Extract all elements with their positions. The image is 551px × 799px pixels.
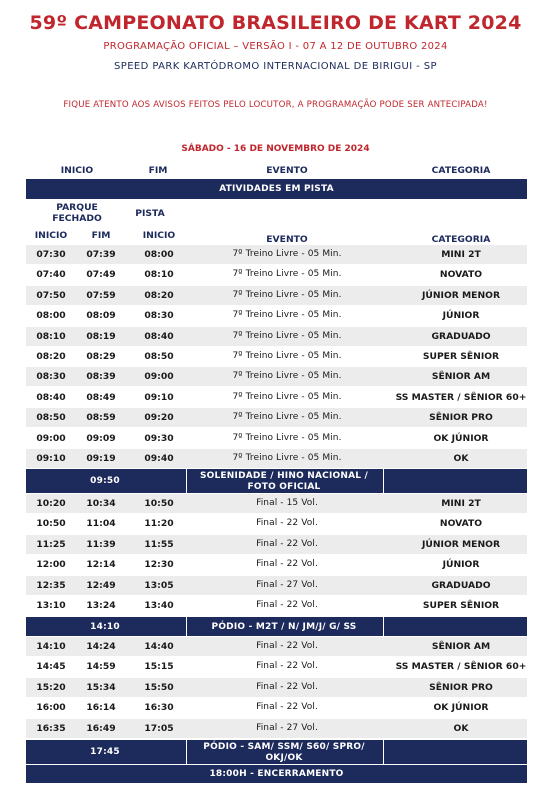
table-row	[26, 576, 527, 595]
cell-parque-fim: 11:04	[86, 518, 116, 530]
cell-pista-inicio: 09:10	[144, 391, 174, 403]
cell-categoria: JÚNIOR	[442, 310, 480, 322]
cell-pista-inicio: 15:15	[144, 661, 174, 673]
cell-parque-inicio: 09:00	[36, 432, 66, 444]
podio1-time: 14:10	[90, 622, 120, 632]
cell-parque-fim: 12:14	[86, 559, 116, 571]
cell-parque-inicio: 12:35	[36, 579, 66, 591]
cell-parque-fim: 08:29	[86, 351, 116, 362]
table-row	[26, 514, 527, 533]
table-row	[26, 678, 527, 697]
cell-evento: Final - 27 Vol.	[256, 722, 318, 733]
cell-evento: Final - 22 Vol.	[256, 702, 318, 713]
band-divider	[383, 740, 384, 764]
table-row	[26, 657, 527, 676]
cell-categoria: OK	[453, 453, 469, 464]
schedule-date: SÁBADO - 16 DE NOVEMBRO DE 2024	[181, 144, 370, 154]
cell-pista-inicio: 09:00	[144, 371, 174, 383]
cell-parque-inicio: 15:20	[36, 681, 66, 693]
cell-parque-inicio: 07:40	[36, 269, 66, 281]
cell-parque-fim: 08:49	[86, 391, 116, 403]
cell-parque-fim: 08:59	[86, 412, 116, 424]
cell-parque-inicio: 10:50	[36, 518, 66, 530]
cell-pista-inicio: 09:20	[144, 412, 174, 424]
cell-pista-inicio: 09:40	[144, 453, 174, 464]
table-row	[26, 265, 527, 284]
cell-parque-inicio: 10:20	[36, 498, 66, 509]
cell-categoria: NOVATO	[439, 518, 483, 530]
cell-parque-fim: 08:19	[86, 330, 116, 342]
subheader-categoria: CATEGORIA	[431, 234, 491, 245]
table-row	[26, 535, 527, 554]
col-header-categoria: CATEGORIA	[431, 165, 491, 176]
band-divider	[186, 617, 187, 636]
subheader-fechado: FECHADO	[52, 213, 102, 224]
podio2-time: 17:45	[90, 747, 120, 757]
cell-parque-inicio: 16:00	[36, 702, 66, 714]
col-header-inicio: INICIO	[60, 165, 94, 176]
col-header-evento: EVENTO	[266, 165, 308, 176]
cell-evento: Final - 22 Vol.	[256, 538, 318, 549]
cell-categoria: NOVATO	[439, 269, 483, 281]
cell-parque-fim: 07:59	[86, 289, 116, 301]
table-row	[26, 408, 527, 427]
cell-parque-fim: 10:34	[86, 498, 116, 509]
cell-pista-inicio: 08:50	[144, 351, 174, 362]
table-row	[26, 637, 527, 656]
subheader-inicio-pista: INICIO	[142, 230, 176, 241]
cell-pista-inicio: 08:40	[144, 330, 174, 342]
cell-pista-inicio: 08:30	[144, 310, 174, 322]
page-title: 59º CAMPEONATO BRASILEIRO DE KART 2024	[29, 12, 522, 34]
cell-categoria: SÊNIOR PRO	[429, 681, 493, 693]
solenidade-band	[26, 469, 527, 493]
cell-parque-inicio: 13:10	[36, 600, 66, 611]
cell-categoria: JÚNIOR MENOR	[421, 289, 501, 301]
podio2-line2: OKJ/OK	[265, 753, 303, 763]
cell-pista-inicio: 17:05	[144, 722, 174, 734]
cell-evento: 7º Treino Livre - 05 Min.	[232, 391, 342, 402]
cell-categoria: SÊNIOR AM	[431, 371, 491, 383]
cell-parque-inicio: 14:45	[36, 661, 66, 673]
activities-band	[26, 179, 527, 199]
podio1-band	[26, 617, 527, 636]
cell-parque-inicio: 16:35	[36, 722, 66, 734]
cell-evento: 7º Treino Livre - 05 Min.	[232, 453, 342, 463]
cell-pista-inicio: 15:50	[144, 681, 174, 693]
cell-categoria: JÚNIOR	[442, 559, 480, 571]
cell-parque-fim: 12:49	[86, 579, 116, 591]
cell-pista-inicio: 13:05	[144, 579, 174, 591]
cell-pista-inicio: 11:55	[144, 538, 174, 550]
cell-categoria: JÚNIOR MENOR	[421, 538, 501, 550]
table-row	[26, 719, 527, 738]
cell-evento: 7º Treino Livre - 05 Min.	[232, 330, 342, 341]
cell-categoria: SÊNIOR AM	[431, 641, 491, 652]
warning-notice: FIQUE ATENTO AOS AVISOS FEITOS PELO LOCUTOR, A PROGRAMAÇÃO PODE SER ANTECIPADA!	[63, 100, 488, 110]
table-row	[26, 245, 527, 264]
cell-pista-inicio: 12:30	[144, 559, 174, 571]
cell-pista-inicio: 09:30	[144, 432, 174, 444]
subheader-fim-parque: FIM	[91, 230, 111, 241]
activities-band-label: ATIVIDADES EM PISTA	[219, 184, 334, 194]
band-divider	[383, 617, 384, 636]
cell-parque-inicio: 08:30	[36, 371, 66, 383]
table-row	[26, 698, 527, 717]
cell-parque-fim: 14:59	[86, 661, 116, 673]
table-row	[26, 306, 527, 325]
table-row	[26, 347, 527, 366]
podio1-text: PÓDIO - M2T / N/ JM/J/ G/ SS	[211, 622, 357, 632]
cell-evento: 7º Treino Livre - 05 Min.	[232, 269, 342, 280]
cell-parque-fim: 08:39	[86, 371, 116, 383]
cell-categoria: SUPER SÊNIOR	[422, 600, 500, 611]
cell-categoria: MINI 2T	[441, 249, 481, 260]
cell-evento: 7º Treino Livre - 05 Min.	[232, 432, 342, 443]
cell-evento: Final - 22 Vol.	[256, 559, 318, 570]
cell-categoria: SUPER SÊNIOR	[422, 351, 500, 362]
cell-pista-inicio: 08:10	[144, 269, 174, 281]
cell-parque-inicio: 08:20	[36, 351, 66, 362]
band-divider	[186, 740, 187, 764]
cell-pista-inicio: 08:00	[144, 249, 174, 260]
table-row	[26, 555, 527, 574]
cell-parque-inicio: 12:00	[36, 559, 66, 571]
cell-parque-inicio: 14:10	[36, 641, 66, 652]
cell-categoria: GRADUADO	[431, 330, 491, 342]
cell-pista-inicio: 11:20	[144, 518, 174, 530]
cell-parque-inicio: 09:10	[36, 453, 66, 464]
cell-evento: Final - 22 Vol.	[256, 518, 318, 529]
cell-evento: 7º Treino Livre - 05 Min.	[232, 351, 342, 361]
cell-parque-inicio: 11:25	[36, 538, 66, 550]
cell-categoria: OK	[453, 722, 469, 734]
subheader-pista: PISTA	[135, 208, 165, 219]
cell-evento: 7º Treino Livre - 05 Min.	[232, 249, 342, 259]
cell-evento: Final - 22 Vol.	[256, 661, 318, 672]
table-row	[26, 596, 527, 615]
venue-name: SPEED PARK KARTÓDROMO INTERNACIONAL DE BIRIGUI - SP	[114, 61, 437, 72]
table-row	[26, 449, 527, 468]
cell-parque-fim: 13:24	[86, 600, 116, 611]
table-row	[26, 286, 527, 305]
cell-parque-inicio: 07:50	[36, 289, 66, 301]
cell-pista-inicio: 13:40	[144, 600, 174, 611]
cell-parque-fim: 11:39	[86, 538, 116, 550]
cell-parque-fim: 09:09	[86, 432, 116, 444]
band-divider	[383, 469, 384, 493]
podio2-band	[26, 740, 527, 764]
cell-categoria: GRADUADO	[431, 579, 491, 591]
table-row	[26, 494, 527, 513]
table-row	[26, 388, 527, 407]
cell-parque-fim: 07:39	[86, 249, 116, 260]
cell-parque-fim: 15:34	[86, 681, 116, 693]
cell-pista-inicio: 14:40	[144, 641, 174, 652]
col-header-fim: FIM	[148, 165, 168, 176]
table-row	[26, 327, 527, 346]
cell-evento: 7º Treino Livre - 05 Min.	[232, 371, 342, 382]
cell-pista-inicio: 16:30	[144, 702, 174, 714]
page-subtitle: PROGRAMAÇÃO OFICIAL – VERSÃO I - 07 A 12 DE OUTUBRO 2024	[103, 41, 448, 52]
table-row	[26, 429, 527, 448]
cell-categoria: MINI 2T	[441, 498, 481, 509]
cell-parque-inicio: 07:30	[36, 249, 66, 260]
cell-evento: Final - 22 Vol.	[256, 641, 318, 651]
cell-parque-fim: 08:09	[86, 310, 116, 322]
cell-evento: Final - 27 Vol.	[256, 579, 318, 590]
cell-categoria: SS MASTER / SÊNIOR 60+	[395, 661, 527, 673]
subheader-evento: EVENTO	[266, 234, 308, 245]
cell-parque-inicio: 08:50	[36, 412, 66, 424]
subheader-inicio-parque: INICIO	[34, 230, 68, 241]
cell-evento: 7º Treino Livre - 05 Min.	[232, 289, 342, 300]
cell-parque-inicio: 08:40	[36, 391, 66, 403]
cell-categoria: OK JÚNIOR	[433, 702, 489, 714]
cell-evento: Final - 22 Vol.	[256, 681, 318, 692]
cell-parque-fim: 09:19	[86, 453, 116, 464]
closing-band-label: 18:00H - ENCERRAMENTO	[209, 769, 344, 779]
solenidade-line2: FOTO OFICIAL	[247, 482, 321, 492]
cell-evento: Final - 15 Vol.	[256, 498, 318, 508]
cell-parque-inicio: 08:00	[36, 310, 66, 322]
cell-evento: 7º Treino Livre - 05 Min.	[232, 310, 342, 321]
cell-categoria: SS MASTER / SÊNIOR 60+	[395, 391, 527, 403]
subheader-parque: PARQUE	[56, 202, 98, 213]
solenidade-line1: SOLENIDADE / HINO NACIONAL /	[199, 471, 369, 481]
cell-parque-fim: 16:49	[86, 722, 116, 734]
cell-parque-fim: 16:14	[86, 702, 116, 714]
cell-parque-fim: 14:24	[86, 641, 116, 652]
cell-evento: Final - 22 Vol.	[256, 600, 318, 610]
band-divider	[186, 469, 187, 493]
cell-parque-fim: 07:49	[86, 269, 116, 281]
cell-pista-inicio: 10:50	[144, 498, 174, 509]
cell-categoria: SÊNIOR PRO	[429, 412, 493, 424]
cell-pista-inicio: 08:20	[144, 289, 174, 301]
cell-evento: 7º Treino Livre - 05 Min.	[232, 412, 342, 423]
closing-band	[26, 765, 527, 783]
podio2-line1: PÓDIO - SAM/ SSM/ S60/ SPRO/	[203, 742, 365, 752]
solenidade-time: 09:50	[90, 476, 120, 486]
table-row	[26, 367, 527, 386]
cell-parque-inicio: 08:10	[36, 330, 66, 342]
cell-categoria: OK JÚNIOR	[433, 432, 489, 444]
